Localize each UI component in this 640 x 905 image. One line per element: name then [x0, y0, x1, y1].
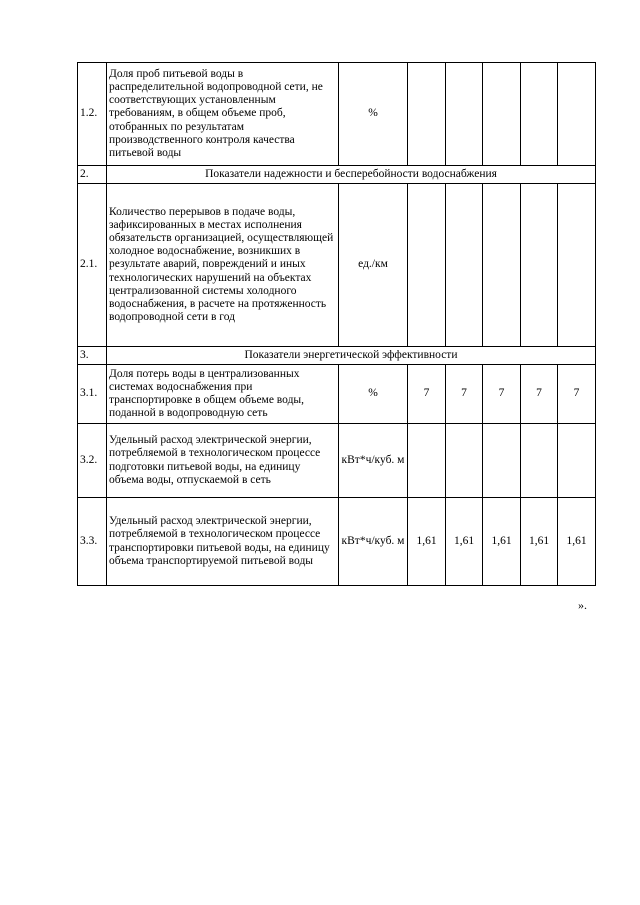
value-cell: 1,61 [408, 498, 446, 586]
value-cell [446, 184, 483, 347]
row-number: 1.2. [78, 63, 107, 166]
section-title: Показатели надежности и бесперебойности водоснабжения [107, 166, 596, 184]
value-cell [558, 424, 596, 498]
section-number: 3. [78, 347, 107, 365]
table-row [78, 365, 596, 424]
unit-cell: % [339, 63, 408, 166]
value-cell [408, 424, 446, 498]
unit-cell: % [339, 365, 408, 424]
value-cell: 7 [408, 365, 446, 424]
indicator-name: Удельный расход электрической энергии, потребляемой в технологическом процессе транспортировки питьевой воды, на единицу объема транспортируемой питьевой воды [107, 498, 339, 586]
value-cell [408, 184, 446, 347]
value-cell: 1,61 [483, 498, 521, 586]
row-number: 2.1. [78, 184, 107, 347]
unit-cell: кВт*ч/куб. м [339, 424, 408, 498]
value-cell [408, 63, 446, 166]
value-cell [446, 424, 483, 498]
row-number: 3.3. [78, 498, 107, 586]
section-title: Показатели энергетической эффективности [107, 347, 596, 365]
unit-cell: ед./км [339, 184, 408, 347]
value-cell: 1,61 [446, 498, 483, 586]
value-cell [558, 63, 596, 166]
section-row [78, 166, 596, 184]
table-row [78, 498, 596, 586]
value-cell [521, 63, 558, 166]
value-cell: 7 [446, 365, 483, 424]
row-number: 3.1. [78, 365, 107, 424]
row-number: 3.2. [78, 424, 107, 498]
value-cell [521, 424, 558, 498]
table-row [78, 63, 596, 166]
value-cell: 7 [483, 365, 521, 424]
indicator-name: Доля потерь воды в централизованных системах водоснабжения при транспортировке в общем объеме воды, поданной в водопроводную сеть [107, 365, 339, 424]
section-row [78, 347, 596, 365]
section-number: 2. [78, 166, 107, 184]
value-cell [483, 184, 521, 347]
table-row [78, 424, 596, 498]
table-row [78, 184, 596, 347]
value-cell [521, 184, 558, 347]
value-cell [483, 63, 521, 166]
value-cell [446, 63, 483, 166]
value-cell: 7 [521, 365, 558, 424]
indicators-table [77, 62, 596, 586]
value-cell [483, 424, 521, 498]
indicator-name: Доля проб питьевой воды в распределительной водопроводной сети, не соответствующих установленным требованиям, в общем объеме проб, отобранных по результатам производственного контроля качества питьевой воды [107, 63, 339, 166]
value-cell: 1,61 [521, 498, 558, 586]
closing-quote: ». [578, 598, 587, 612]
unit-cell: кВт*ч/куб. м [339, 498, 408, 586]
indicator-name: Удельный расход электрической энергии, потребляемой в технологическом процессе подготовки питьевой воды, на единицу объема воды, отпускаемой в сеть [107, 424, 339, 498]
indicator-name: Количество перерывов в подаче воды, зафиксированных в местах исполнения обязательств организацией, осуществляющей холодное водоснабжение, возникших в результате аварий, повреждений и иных технологических нарушений на объектах централизованной системы холодного водоснабжения, в расчете на протяженность водопроводной сети в год [107, 184, 339, 347]
value-cell: 7 [558, 365, 596, 424]
value-cell: 1,61 [558, 498, 596, 586]
value-cell [558, 184, 596, 347]
